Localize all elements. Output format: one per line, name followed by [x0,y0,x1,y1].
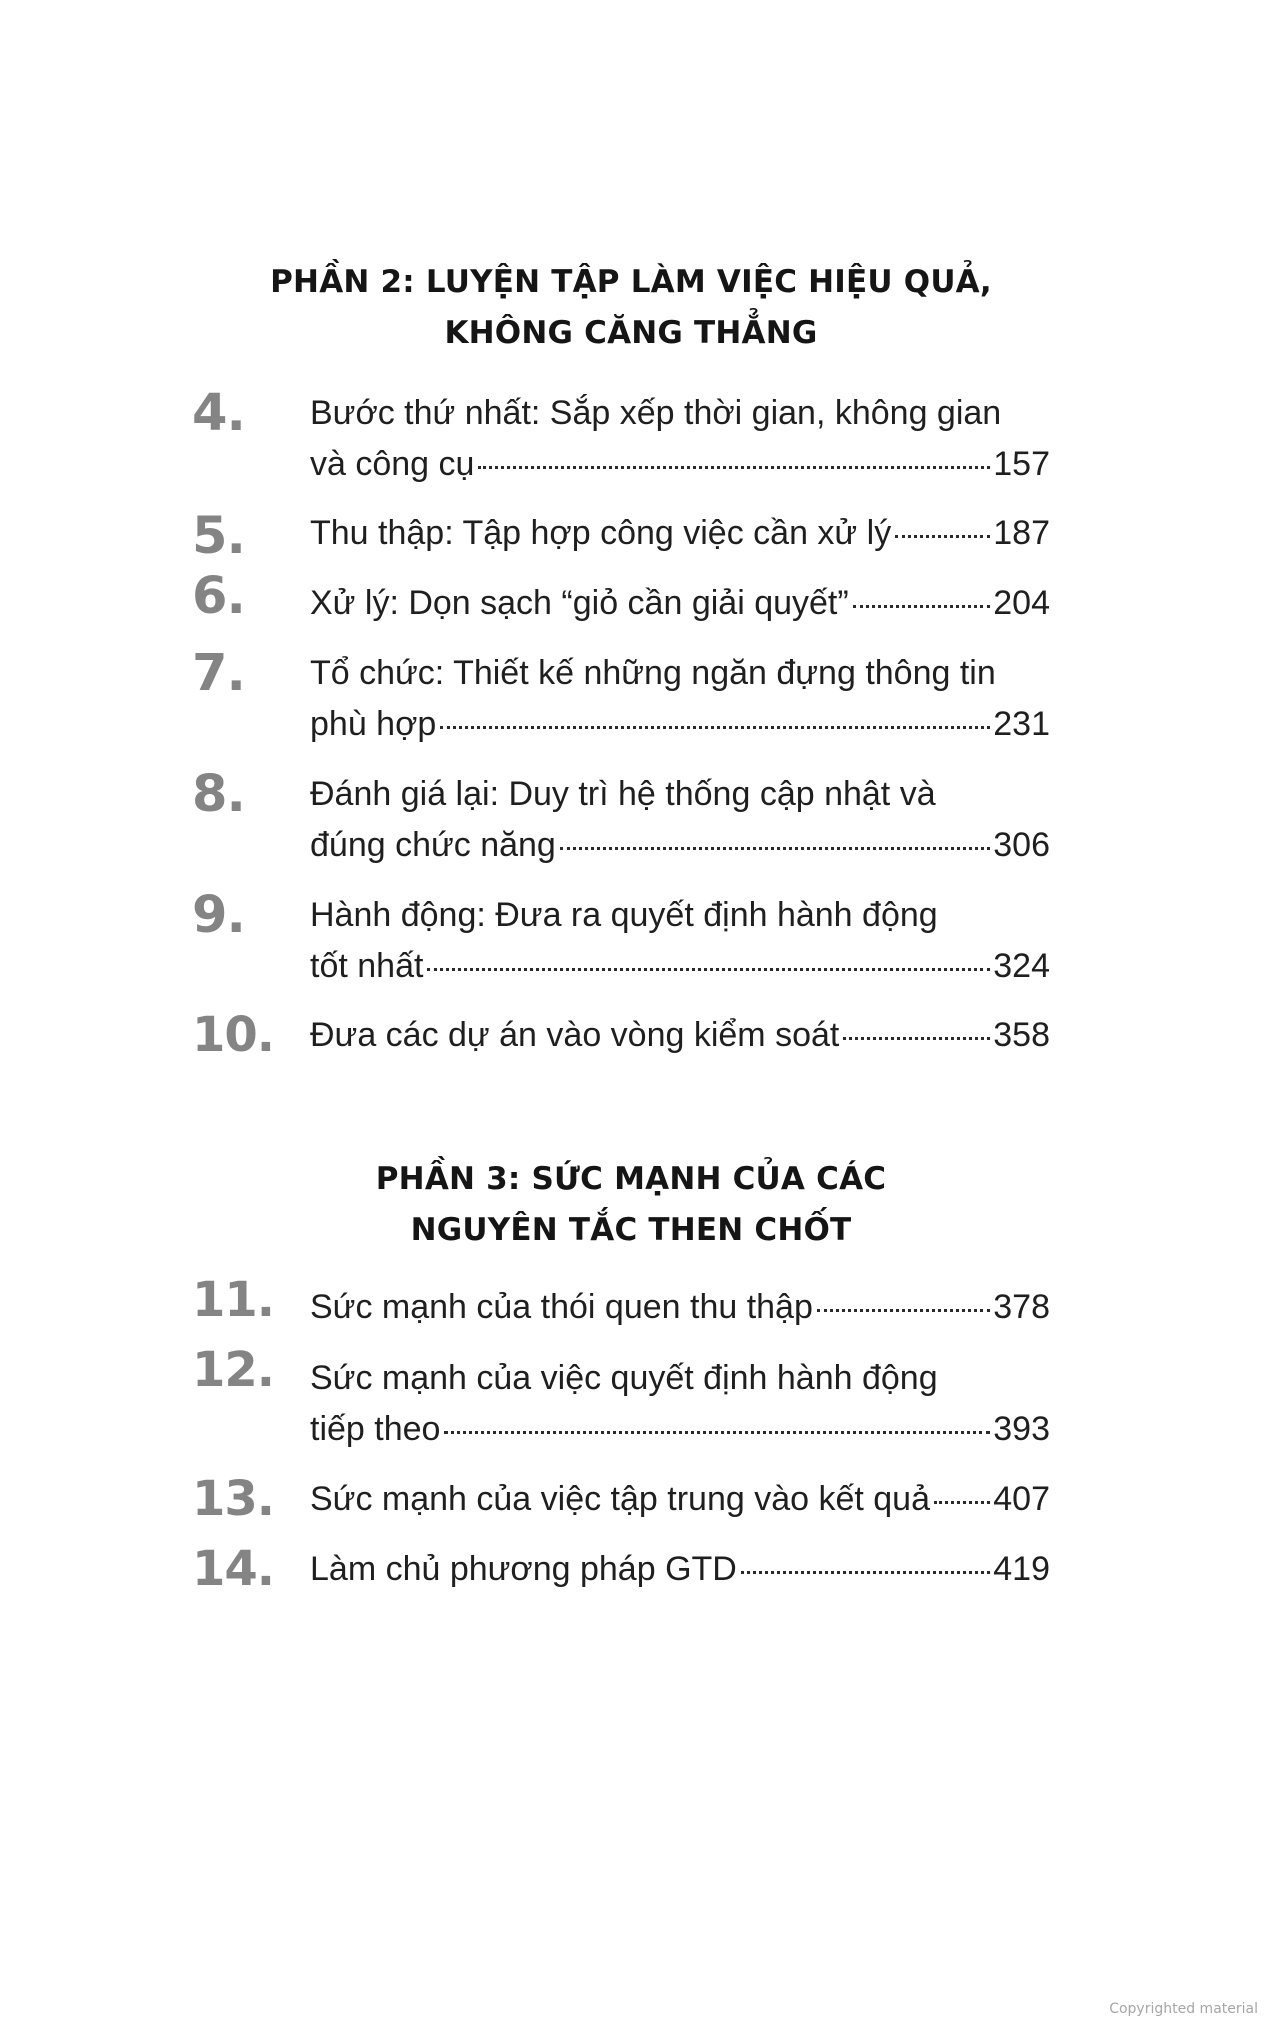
dot-leader [934,1501,990,1504]
chapter-title: Sức mạnh của thói quen thu thập [310,1288,813,1326]
chapter-title: Thu thập: Tập hợp công việc cần xử lý [310,514,892,552]
page-number: 407 [993,1480,1050,1518]
chapter-title-line-1: Sức mạnh của việc quyết định hành động [310,1359,938,1397]
chapter-title-line-2: phù hợp [310,705,437,743]
page-number: 157 [993,445,1050,483]
chapter-title: Đưa các dự án vào vòng kiểm soát [310,1016,840,1054]
chapter-title-line-1: Đánh giá lại: Duy trì hệ thống cập nhật và [310,775,936,813]
part-3-heading [0,1154,1262,1256]
chapter-title-line-2: tốt nhất [310,947,424,985]
chapter-number: 5. [192,507,245,566]
chapter-number: 8. [192,765,245,824]
chapter-number: 10. [192,1007,275,1063]
dot-leader [560,847,990,850]
dot-leader [444,1431,990,1434]
chapter-title-line-2: đúng chức năng [310,826,556,864]
chapter-title: Sức mạnh của việc tập trung vào kết quả [310,1480,931,1518]
copyright-notice: Copyrighted material [1109,2001,1258,2017]
page-number: 187 [993,514,1050,552]
page-number: 324 [993,947,1050,985]
page-number: 358 [993,1016,1050,1054]
part-3-heading-line-2: NGUYÊN TẮC THEN CHỐT [410,1212,852,1248]
chapter-title-line-1: Hành động: Đưa ra quyết định hành động [310,896,938,934]
chapter-number: 7. [192,644,245,703]
chapter-title-line-2: tiếp theo [310,1410,441,1448]
dot-leader [427,968,990,971]
part-2-heading-line-2: KHÔNG CĂNG THẲNG [444,315,818,351]
chapter-number: 4. [192,384,245,443]
chapter-number: 12. [192,1342,275,1398]
chapter-number: 6. [192,567,245,626]
chapter-title-line-2: và công cụ [310,445,475,483]
page-number: 419 [993,1550,1050,1588]
dot-leader [440,726,990,729]
part-2-heading [0,257,1262,359]
chapter-title: Xử lý: Dọn sạch “giỏ cần giải quyết” [310,584,849,622]
dot-leader [853,605,991,608]
page-number: 393 [993,1410,1050,1448]
part-3-heading-line-1: PHẦN 3: SỨC MẠNH CỦA CÁC [375,1161,887,1197]
page-number: 204 [993,584,1050,622]
page-number: 378 [993,1288,1050,1326]
dot-leader [741,1571,990,1574]
chapter-title-line-1: Tổ chức: Thiết kế những ngăn đựng thông tin [310,654,996,692]
dot-leader [817,1309,990,1312]
chapter-number: 13. [192,1471,275,1527]
part-2-heading-line-1: PHẦN 2: LUYỆN TẬP LÀM VIỆC HIỆU QUẢ, [270,264,992,300]
dot-leader [478,466,990,469]
chapter-title-line-1: Bước thứ nhất: Sắp xếp thời gian, không gian [310,394,1002,432]
page-number: 306 [993,826,1050,864]
chapter-number: 14. [192,1541,275,1597]
dot-leader [843,1037,990,1040]
chapter-number: 9. [192,886,245,945]
chapter-number: 11. [192,1272,275,1328]
chapter-title: Làm chủ phương pháp GTD [310,1550,737,1588]
dot-leader [895,535,990,538]
page-number: 231 [993,705,1050,743]
